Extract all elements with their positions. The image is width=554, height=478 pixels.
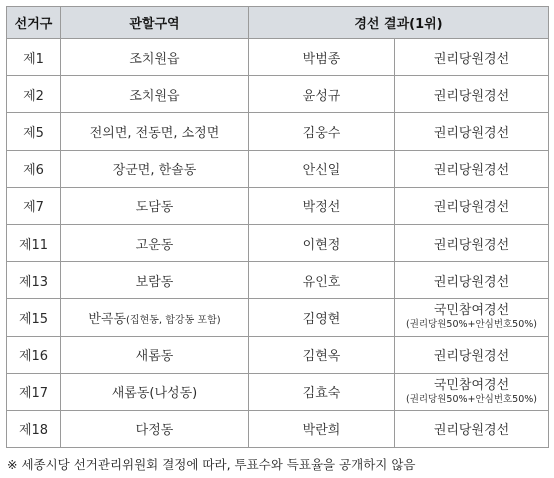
area-note: (집현동, 합강동 포함) (126, 314, 221, 326)
method-cell (395, 299, 549, 336)
winner-cell: 안신일 (249, 150, 395, 187)
table-row (7, 262, 549, 299)
area-cell (61, 224, 249, 261)
area-cell (61, 262, 249, 299)
primary-results-table (6, 6, 549, 448)
district-cell: 제13 (7, 262, 61, 299)
method-name: 국민참여경선 (433, 377, 510, 393)
header-result: 경선 결과(1위) (249, 7, 549, 39)
method-note: (권리당원50%+안심번호50%) (405, 319, 538, 331)
method-name: 권리당원경선 (433, 51, 510, 67)
district-cell: 제5 (7, 113, 61, 150)
method-cell (395, 150, 549, 187)
area-name: 장군면, 한솔동 (112, 163, 197, 179)
method-name: 권리당원경선 (433, 163, 510, 179)
area-name: 조치원읍 (129, 88, 180, 104)
winner-cell: 김영현 (249, 299, 395, 336)
table-row (7, 410, 549, 447)
area-cell (61, 336, 249, 373)
area-name: 전의면, 전동면, 소정면 (89, 125, 220, 141)
area-name: 보람동 (135, 274, 174, 290)
table-row (7, 336, 549, 373)
method-name: 권리당원경선 (433, 274, 510, 290)
winner-cell: 김효숙 (249, 373, 395, 410)
winner-cell: 윤성규 (249, 76, 395, 113)
method-name: 권리당원경선 (433, 88, 510, 104)
district-cell: 제17 (7, 373, 61, 410)
area-cell (61, 113, 249, 150)
table-row (7, 373, 549, 410)
winner-cell: 이현정 (249, 224, 395, 261)
district-cell: 제18 (7, 410, 61, 447)
district-cell: 제15 (7, 299, 61, 336)
district-cell: 제6 (7, 150, 61, 187)
area-name: 고운동 (135, 237, 174, 253)
table-row (7, 39, 549, 76)
winner-cell: 김웅수 (249, 113, 395, 150)
area-name: 도담동 (135, 200, 174, 216)
winner-cell: 김현옥 (249, 336, 395, 373)
area-cell (61, 299, 249, 336)
table-row (7, 224, 549, 261)
method-cell (395, 224, 549, 261)
method-name: 권리당원경선 (433, 423, 510, 439)
area-cell (61, 76, 249, 113)
method-cell (395, 113, 549, 150)
method-cell (395, 410, 549, 447)
method-cell (395, 262, 549, 299)
method-name: 권리당원경선 (433, 349, 510, 365)
method-cell (395, 187, 549, 224)
district-cell: 제7 (7, 187, 61, 224)
area-cell (61, 187, 249, 224)
winner-cell: 박란희 (249, 410, 395, 447)
area-cell (61, 410, 249, 447)
district-cell: 제1 (7, 39, 61, 76)
area-name: 새롬동(나성동) (111, 386, 198, 402)
district-cell: 제11 (7, 224, 61, 261)
method-name: 국민참여경선 (433, 303, 510, 319)
method-cell (395, 76, 549, 113)
district-cell: 제16 (7, 336, 61, 373)
area-name: 반곡동 (88, 311, 127, 327)
method-note: (권리당원50%+안심번호50%) (405, 393, 538, 405)
table-row (7, 76, 549, 113)
winner-cell: 박범종 (249, 39, 395, 76)
table-row (7, 187, 549, 224)
footnote: ※ 세종시당 선거관리위원회 결정에 따라, 투표수와 득표율을 공개하지 않음 (7, 457, 416, 472)
table-row (7, 150, 549, 187)
method-name: 권리당원경선 (433, 125, 510, 141)
table-body (7, 39, 549, 448)
method-name: 권리당원경선 (433, 200, 510, 216)
district-cell: 제2 (7, 76, 61, 113)
area-cell (61, 150, 249, 187)
area-name: 새롬동 (135, 349, 174, 365)
area-cell (61, 373, 249, 410)
area-name: 조치원읍 (129, 51, 180, 67)
winner-cell: 박정선 (249, 187, 395, 224)
header-district: 선거구 (7, 7, 61, 39)
method-cell (395, 39, 549, 76)
header-jurisdiction: 관할구역 (61, 7, 249, 39)
area-name: 다정동 (135, 423, 174, 439)
table-row (7, 113, 549, 150)
table-header-row (7, 7, 549, 39)
method-cell (395, 336, 549, 373)
area-cell (61, 39, 249, 76)
method-name: 권리당원경선 (433, 237, 510, 253)
winner-cell: 유인호 (249, 262, 395, 299)
method-cell (395, 373, 549, 410)
table-row (7, 299, 549, 336)
